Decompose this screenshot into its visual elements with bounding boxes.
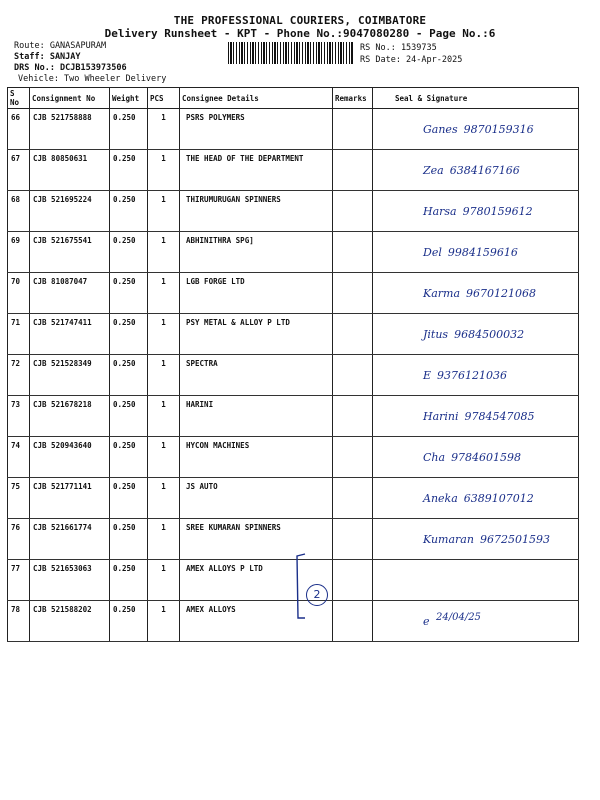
vehicle: Vehicle: Two Wheeler Delivery xyxy=(18,74,167,84)
cell-remarks xyxy=(333,519,373,560)
cell-pcs: 1 xyxy=(148,109,180,150)
rs-date: RS Date: 24-Apr-2025 xyxy=(360,55,463,65)
cell-consignment: CJB 521528349 xyxy=(30,355,110,396)
cell-consignee: SPECTRA xyxy=(180,355,333,396)
cell-pcs: 1 xyxy=(148,314,180,355)
col-consignee: Consignee Details xyxy=(180,88,333,109)
signature-name: Harini xyxy=(423,410,459,423)
handwritten-signature xyxy=(423,123,534,136)
table-row xyxy=(8,150,579,191)
cell-consignment: CJB 81087047 xyxy=(30,273,110,314)
cell-consignment: CJB 521695224 xyxy=(30,191,110,232)
cell-sno: 71 xyxy=(8,314,30,355)
signature-phone: 6389107012 xyxy=(463,492,534,505)
cell-consignee: AMEX ALLOYS P LTD xyxy=(180,560,333,601)
cell-weight: 0.250 xyxy=(110,396,148,437)
cell-remarks xyxy=(333,232,373,273)
cell-weight: 0.250 xyxy=(110,232,148,273)
cell-weight: 0.250 xyxy=(110,478,148,519)
page-title: THE PROFESSIONAL COURIERS, COIMBATORE xyxy=(173,14,427,27)
handwritten-signature xyxy=(423,164,520,177)
cell-consignment: CJB 521588202 xyxy=(30,601,110,642)
cell-signature xyxy=(373,478,579,519)
col-consignment: Consignment No xyxy=(30,88,110,109)
cell-consignee: PSRS POLYMERS xyxy=(180,109,333,150)
cell-signature xyxy=(373,273,579,314)
cell-consignment: CJB 521675541 xyxy=(30,232,110,273)
cell-consignee: JS AUTO xyxy=(180,478,333,519)
table-row xyxy=(8,478,579,519)
signature-phone: 9670121068 xyxy=(466,287,537,300)
handwritten-signature xyxy=(423,410,535,423)
cell-sno: 74 xyxy=(8,437,30,478)
cell-consignee: THIRUMURUGAN SPINNERS xyxy=(180,191,333,232)
table-row xyxy=(8,191,579,232)
handwritten-signature xyxy=(423,369,507,382)
cell-consignee: HARINI xyxy=(180,396,333,437)
cell-consignment: CJB 521653063 xyxy=(30,560,110,601)
cell-sno: 66 xyxy=(8,109,30,150)
cell-consignment: CJB 521747411 xyxy=(30,314,110,355)
cell-weight: 0.250 xyxy=(110,437,148,478)
signature-phone: 9672501593 xyxy=(479,533,550,546)
cell-pcs: 1 xyxy=(148,601,180,642)
cell-weight: 0.250 xyxy=(110,519,148,560)
signature-phone: 9376121036 xyxy=(437,369,508,382)
signature-name: Aneka xyxy=(423,492,458,505)
cell-remarks xyxy=(333,560,373,601)
handwritten-signature xyxy=(423,533,550,546)
signature-name: Jitus xyxy=(423,328,449,341)
cell-pcs: 1 xyxy=(148,232,180,273)
route: Route: GANASAPURAM xyxy=(14,41,107,51)
cell-sno: 73 xyxy=(8,396,30,437)
handwritten-signature xyxy=(423,492,534,505)
signature-name: Kumaran xyxy=(423,533,474,546)
signature-phone: 9780159612 xyxy=(462,205,533,218)
signature-name: Cha xyxy=(423,451,446,464)
signature-phone: 9684500032 xyxy=(454,328,525,341)
handwritten-signature xyxy=(423,328,524,341)
cell-consignment: CJB 521758888 xyxy=(30,109,110,150)
cell-signature xyxy=(373,396,579,437)
cell-weight: 0.250 xyxy=(110,355,148,396)
drs-number: DRS No.: DCJB153973506 xyxy=(14,63,127,73)
handwritten-signature xyxy=(423,615,436,628)
cell-signature xyxy=(373,191,579,232)
cell-remarks xyxy=(333,314,373,355)
cell-pcs: 1 xyxy=(148,150,180,191)
col-pcs: PCS xyxy=(148,88,180,109)
col-weight: Weight xyxy=(110,88,148,109)
signature-phone: 9784547085 xyxy=(464,410,535,423)
cell-remarks xyxy=(333,478,373,519)
cell-consignee: HYCON MACHINES xyxy=(180,437,333,478)
cell-remarks xyxy=(333,150,373,191)
signature-name: Del xyxy=(423,246,442,259)
circled-number: 2 xyxy=(306,584,328,606)
table-row xyxy=(8,273,579,314)
signature-name: Ganes xyxy=(423,123,458,136)
cell-signature xyxy=(373,519,579,560)
cell-sno: 76 xyxy=(8,519,30,560)
cell-pcs: 1 xyxy=(148,437,180,478)
cell-sno: 72 xyxy=(8,355,30,396)
handwritten-signature xyxy=(423,574,429,587)
cell-remarks xyxy=(333,437,373,478)
signature-name: Karma xyxy=(423,287,461,300)
signature-name: E xyxy=(423,369,432,382)
cell-consignment: CJB 520943640 xyxy=(30,437,110,478)
handwritten-signature xyxy=(423,287,536,300)
cell-consignee: AMEX ALLOYS xyxy=(180,601,333,642)
signature-phone: 9784601598 xyxy=(451,451,522,464)
cell-sno: 75 xyxy=(8,478,30,519)
cell-consignee: PSY METAL & ALLOY P LTD xyxy=(180,314,333,355)
cell-sno: 68 xyxy=(8,191,30,232)
cell-consignment: CJB 521771141 xyxy=(30,478,110,519)
handwritten-signature xyxy=(423,246,518,259)
page-subtitle: Delivery Runsheet - KPT - Phone No.:9047080280 - Page No.:6 xyxy=(104,27,496,40)
col-remarks: Remarks xyxy=(333,88,373,109)
cell-consignee: LGB FORGE LTD xyxy=(180,273,333,314)
cell-consignment: CJB 521678218 xyxy=(30,396,110,437)
cell-weight: 0.250 xyxy=(110,560,148,601)
cell-weight: 0.250 xyxy=(110,109,148,150)
signature-phone: 9870159316 xyxy=(463,123,534,136)
cell-remarks xyxy=(333,396,373,437)
table-row xyxy=(8,437,579,478)
cell-consignee: THE HEAD OF THE DEPARTMENT xyxy=(180,150,333,191)
cell-signature xyxy=(373,150,579,191)
cell-weight: 0.250 xyxy=(110,314,148,355)
cell-sno: 77 xyxy=(8,560,30,601)
cell-pcs: 1 xyxy=(148,560,180,601)
signature-name: Harsa xyxy=(423,205,457,218)
cell-pcs: 1 xyxy=(148,519,180,560)
cell-consignee: ABHINITHRA SPG] xyxy=(180,232,333,273)
cell-remarks xyxy=(333,109,373,150)
cell-pcs: 1 xyxy=(148,355,180,396)
staff: Staff: SANJAY xyxy=(14,52,81,62)
cell-remarks xyxy=(333,273,373,314)
cell-weight: 0.250 xyxy=(110,601,148,642)
cell-pcs: 1 xyxy=(148,191,180,232)
table-row xyxy=(8,232,579,273)
cell-signature xyxy=(373,109,579,150)
date-note: 24/04/25 xyxy=(436,612,481,623)
cell-pcs: 1 xyxy=(148,396,180,437)
cell-weight: 0.250 xyxy=(110,150,148,191)
table-row xyxy=(8,355,579,396)
table-header xyxy=(8,88,579,109)
signature-name: Zea xyxy=(423,164,444,177)
barcode xyxy=(228,42,354,64)
signature-phone: 9984159616 xyxy=(447,246,518,259)
cell-signature xyxy=(373,314,579,355)
cell-signature xyxy=(373,232,579,273)
cell-signature xyxy=(373,355,579,396)
cell-remarks xyxy=(333,601,373,642)
handwritten-signature xyxy=(423,451,521,464)
signature-phone: 6384167166 xyxy=(449,164,520,177)
table-row xyxy=(8,396,579,437)
cell-sno: 70 xyxy=(8,273,30,314)
cell-sno: 67 xyxy=(8,150,30,191)
col-seal-signature: Seal & Signature xyxy=(373,88,579,109)
signature-name: e xyxy=(423,615,430,628)
handwritten-signature xyxy=(423,205,533,218)
table-row xyxy=(8,314,579,355)
cell-consignee: SREE KUMARAN SPINNERS xyxy=(180,519,333,560)
cell-consignment: CJB 80850631 xyxy=(30,150,110,191)
cell-remarks xyxy=(333,191,373,232)
cell-pcs: 1 xyxy=(148,273,180,314)
cell-weight: 0.250 xyxy=(110,191,148,232)
rs-number: RS No.: 1539735 xyxy=(360,43,437,53)
cell-remarks xyxy=(333,355,373,396)
cell-sno: 69 xyxy=(8,232,30,273)
cell-signature xyxy=(373,560,579,601)
cell-signature xyxy=(373,437,579,478)
cell-consignment: CJB 521661774 xyxy=(30,519,110,560)
col-sno: S No xyxy=(8,88,30,109)
table-row xyxy=(8,109,579,150)
cell-sno: 78 xyxy=(8,601,30,642)
cell-weight: 0.250 xyxy=(110,273,148,314)
cell-pcs: 1 xyxy=(148,478,180,519)
